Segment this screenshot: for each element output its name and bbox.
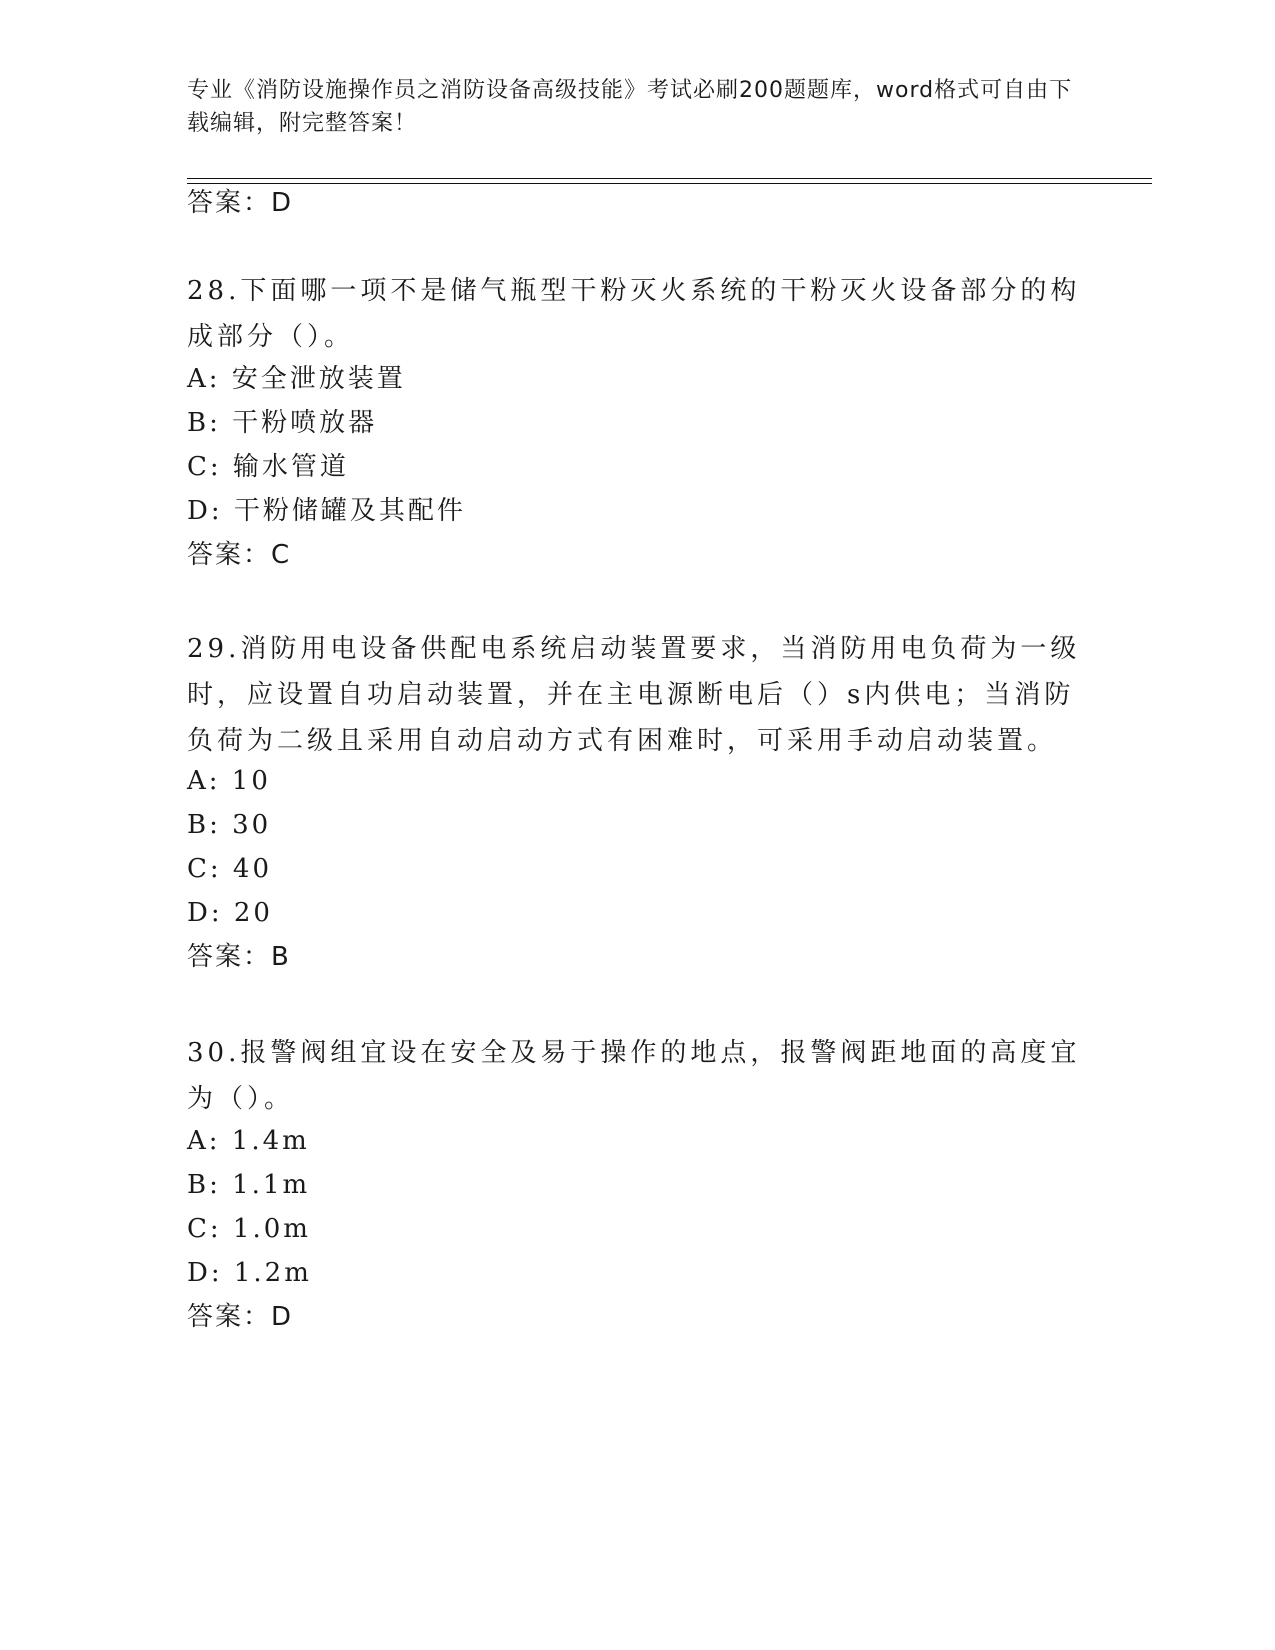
question-29-option-b: B: 30 — [187, 810, 272, 840]
question-28-option-b: B: 干粉喷放器 — [187, 408, 378, 438]
question-30-option-a: A: 1.4m — [187, 1126, 310, 1156]
question-30-option-c: C: 1.0m — [187, 1214, 311, 1244]
page-header: 专业《消防设施操作员之消防设备高级技能》考试必刷200题题库，word格式可自由下载编辑，附完整答案！ — [187, 78, 1073, 136]
question-28-option-c: C: 输水管道 — [187, 452, 349, 482]
question-29-answer: 答案：B — [187, 942, 291, 972]
previous-answer: 答案：D — [187, 188, 294, 218]
question-29-option-a: A: 10 — [187, 766, 271, 796]
question-29-stem: 29.消防用电设备供配电系统启动装置要求，当消防用电负荷为一级时，应设置自功启动装置，并在主电源断电后（）s内供电；当消防负荷为二级且采用自动启动方式有困难时，可采用手动启动装置。 — [187, 634, 1081, 756]
question-30-stem: 30.报警阀组宜设在安全及易于操作的地点，报警阀距地面的高度宜为（）。 — [187, 1038, 1081, 1114]
question-29-option-c: C: 40 — [187, 854, 273, 884]
question-30-option-b: B: 1.1m — [187, 1170, 311, 1200]
question-30-answer: 答案：D — [187, 1302, 294, 1332]
question-28-stem: 28.下面哪一项不是储气瓶型干粉灭火系统的干粉灭火设备部分的构成部分（）。 — [187, 276, 1081, 352]
question-28-answer: 答案：C — [187, 540, 292, 570]
header-rule-top — [187, 178, 1152, 179]
question-28-option-d: D: 干粉储罐及其配件 — [187, 496, 466, 526]
question-29-option-d: D: 20 — [187, 898, 273, 928]
header-rule-bottom — [187, 183, 1152, 184]
question-28-option-a: A: 安全泄放装置 — [187, 364, 406, 394]
question-30-option-d: D: 1.2m — [187, 1258, 312, 1288]
